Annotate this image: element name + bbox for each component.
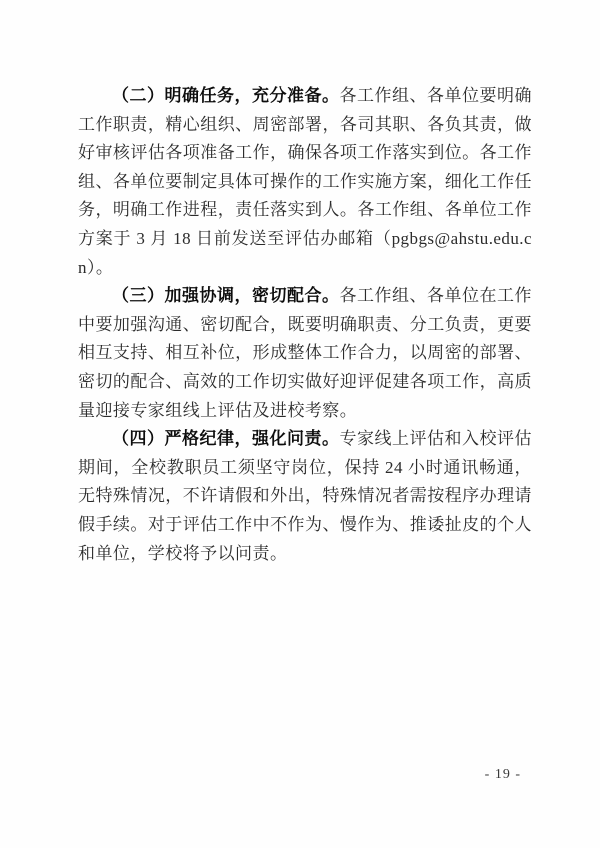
paragraph-heading: （二）明确任务，充分准备。 bbox=[112, 86, 340, 105]
document-body bbox=[78, 82, 532, 568]
paragraph-heading: （三）加强协调，密切配合。 bbox=[112, 286, 340, 306]
paragraph-text: 各工作组、各单位在工作中要加强沟通、密切配合，既要明确职责、分工负责，更要相互支持、相互补位，形成整体工作合力，以周密的部署、密切的配合、高效的工作切实做好迎评促建各项工作，高质量迎接专家组线上评估及进校考察。 bbox=[78, 286, 532, 420]
paragraph bbox=[78, 425, 532, 568]
paragraph-text: 各工作组、各单位要明确工作职责，精心组织、周密部署，各司其职、各负其责，做好审核评估各项准备工作，确保各项工作落实到位。各工作组、各单位要制定具体可操作的工作实施方案，细化工作任务，明确工作进程，责任落实到人。各工作组、各单位工作方案于 3 月 18 日前发送至评估办邮箱（pgbgs@ahstu.edu.cn）。 bbox=[78, 86, 532, 277]
paragraph-text: 专家线上评估和入校评估期间，全校教职员工须坚守岗位，保持 24 小时通讯畅通，无特殊情况，不许请假和外出，特殊情况者需按程序办理请假手续。对于评估工作中不作为、慢作为、推诿扯皮的个人和单位，学校将予以问责。 bbox=[78, 429, 532, 563]
page-number: - 19 - bbox=[484, 767, 521, 782]
paragraph bbox=[78, 282, 532, 425]
paragraph bbox=[78, 82, 532, 282]
paragraph-heading: （四）严格纪律，强化问责。 bbox=[112, 429, 340, 449]
